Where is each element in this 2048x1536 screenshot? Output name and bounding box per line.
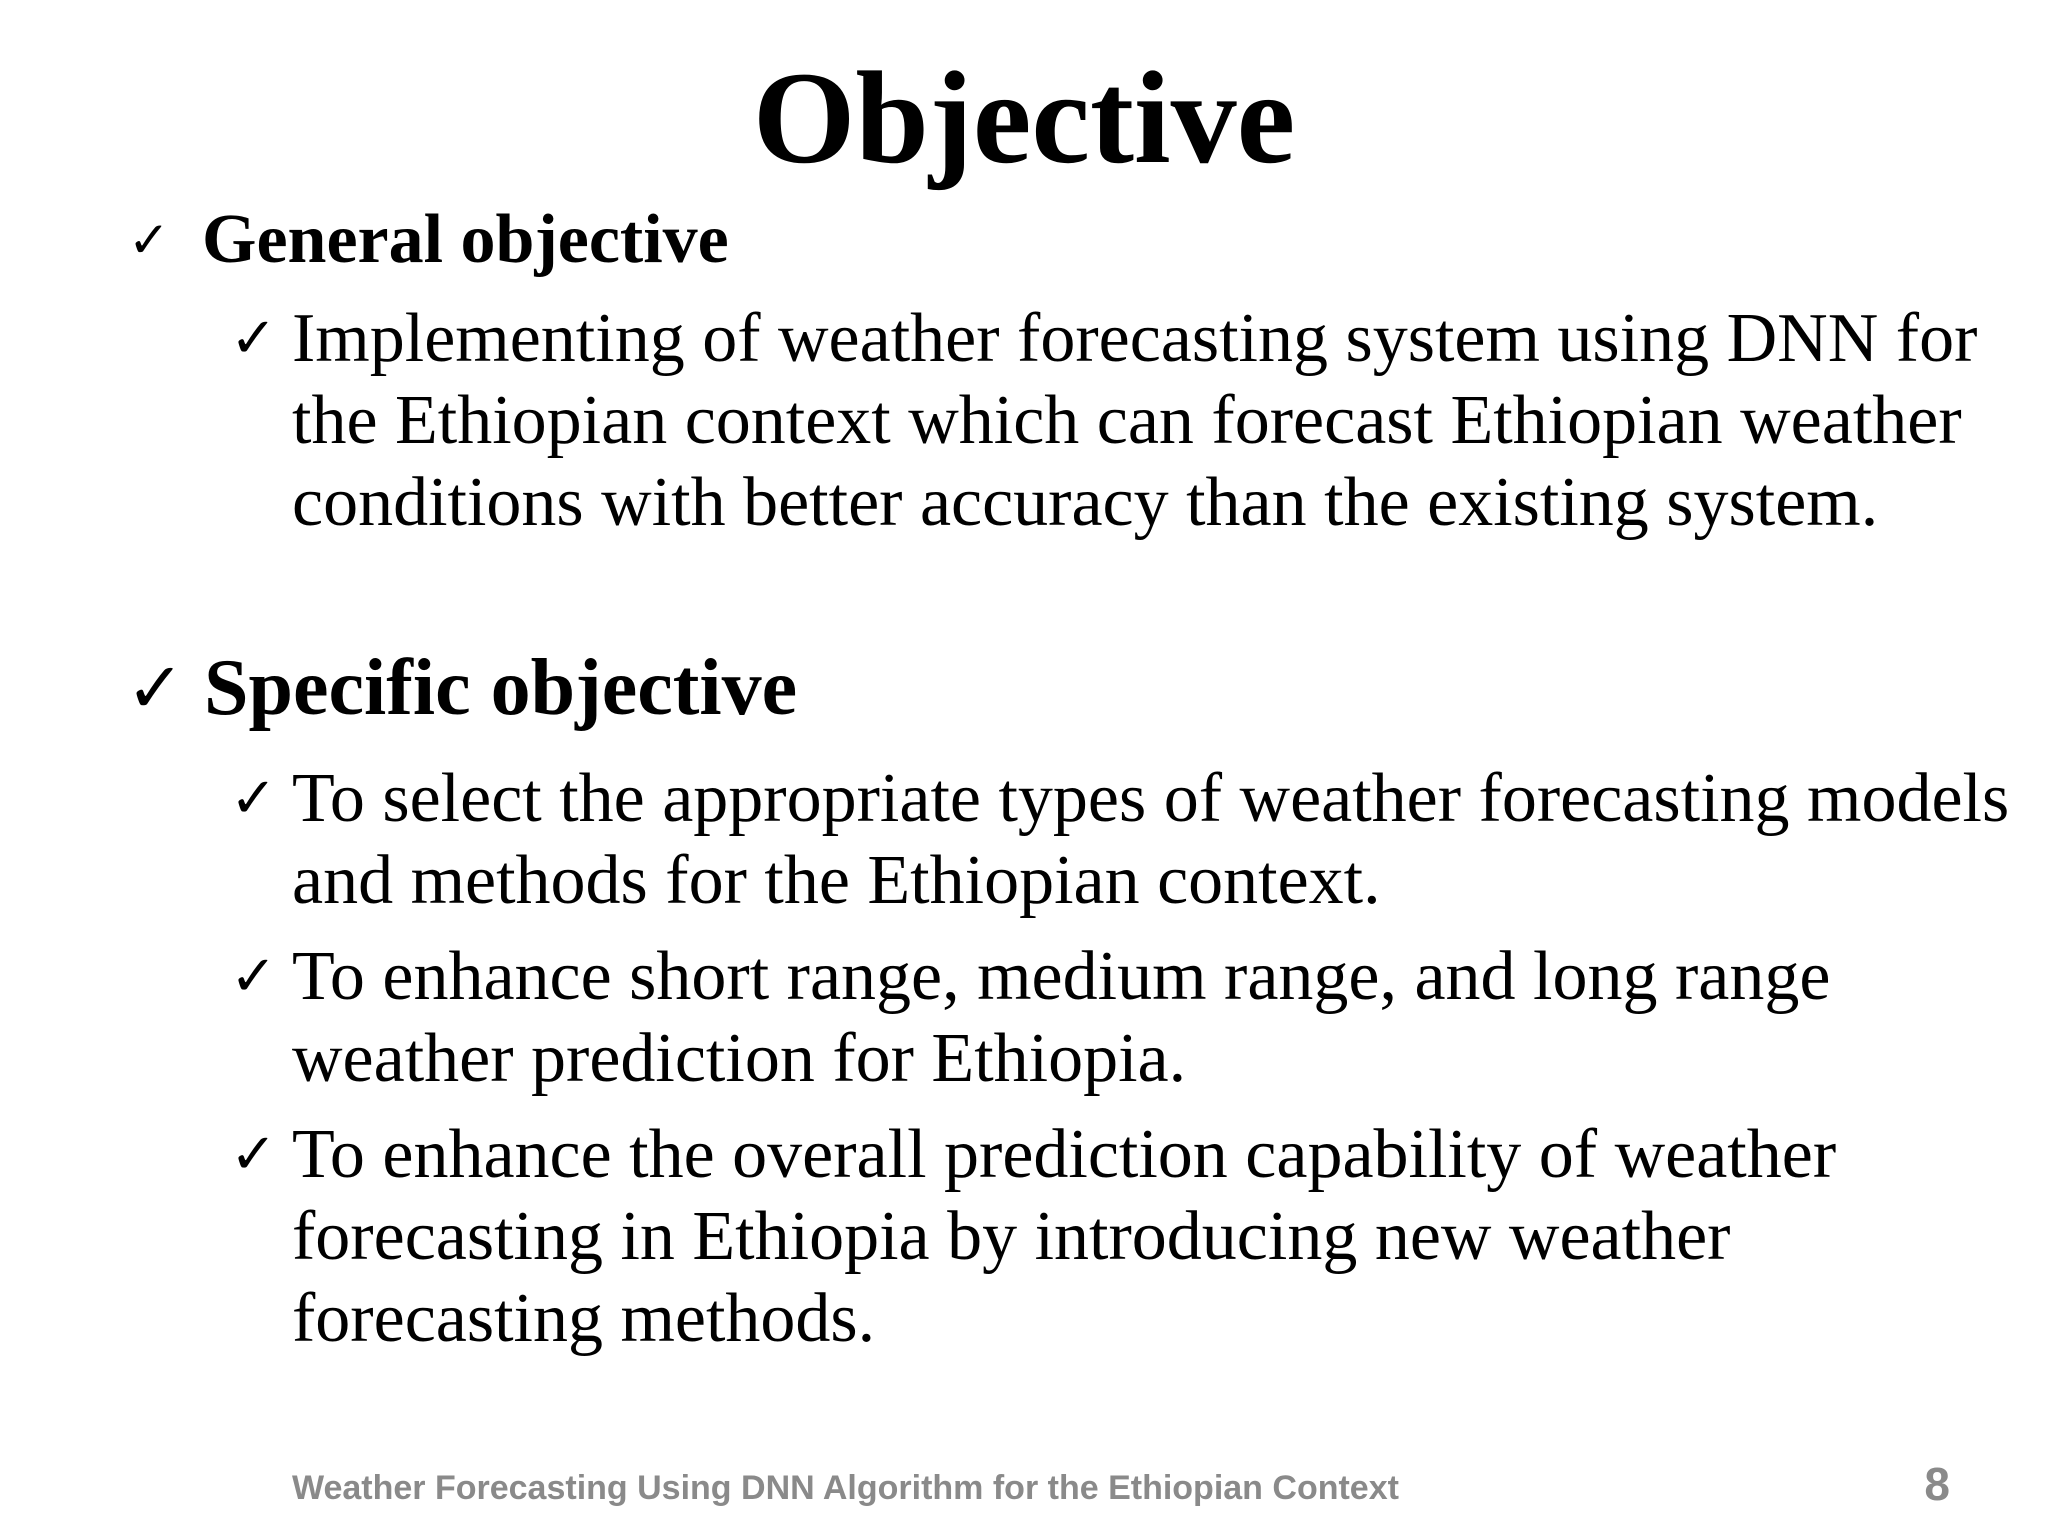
list-item-text: To enhance the overall prediction capability of weather forecasting in Ethiopia by introducing new weather forecasting methods. [292,1116,1837,1357]
page-number: 8 [1924,1458,1950,1510]
slide-footer: Weather Forecasting Using DNN Algorithm for the Ethiopian Context [292,1469,1399,1507]
section-general-objective [128,200,729,280]
list-item [230,936,2030,1100]
list-item-text: To select the appropriate types of weather forecasting models and methods for the Ethiopian context. [292,760,2010,919]
list-item [230,1114,2030,1360]
checkmark-icon: ✓ [126,647,185,729]
checkmark-icon: ✓ [230,306,277,371]
checkmark-icon: ✓ [230,766,277,831]
list-item [230,298,2030,544]
checkmark-icon: ✓ [230,944,277,1009]
list-item [230,758,2030,922]
section-heading-specific: Specific objective [204,644,798,732]
list-item-text: Implementing of weather forecasting system using DNN for the Ethiopian context which can forecast Ethiopian weather conditions with better accuracy than the existing system. [292,300,1978,541]
checkmark-icon: ✓ [230,1122,277,1187]
section-specific-objective [126,640,797,736]
section-heading-general: General objective [202,201,729,278]
slide-title: Objective [752,44,1296,191]
checkmark-icon: ✓ [128,211,170,269]
list-item-text: To enhance short range, medium range, and long range weather prediction for Ethiopia. [292,938,1831,1097]
